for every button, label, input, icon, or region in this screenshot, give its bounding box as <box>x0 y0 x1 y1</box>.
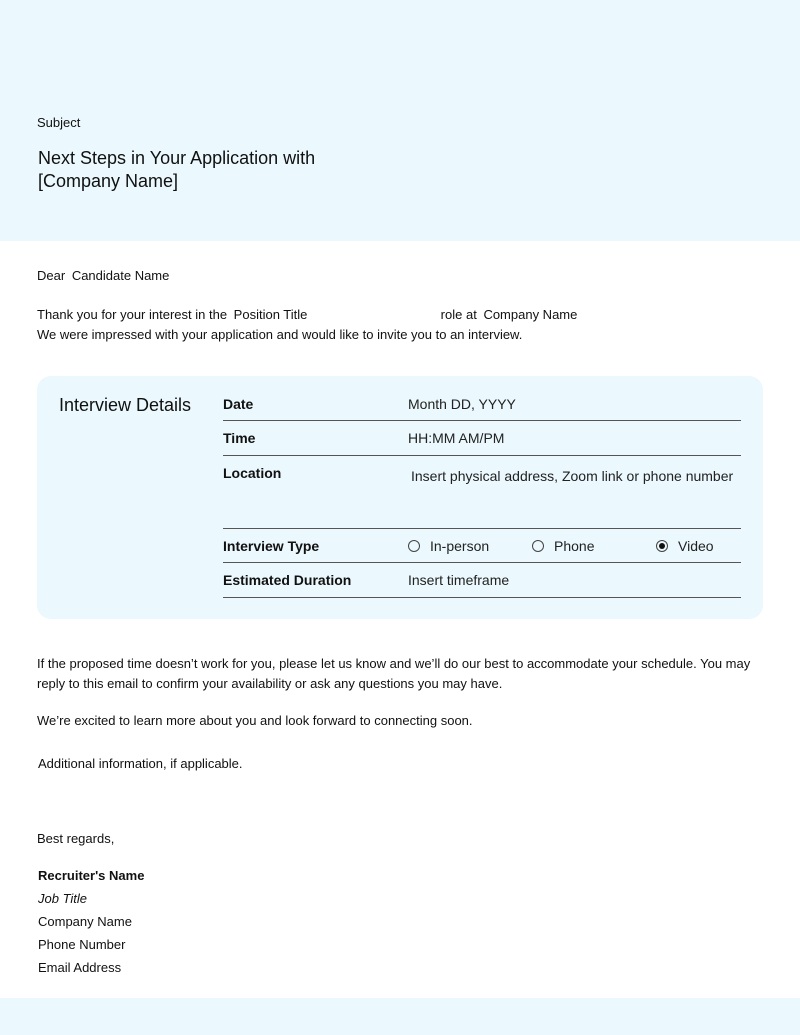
location-field[interactable]: Insert physical address, Zoom link or phone number <box>411 468 734 484</box>
divider <box>223 597 741 598</box>
recruiter-email[interactable]: Email Address <box>38 960 122 975</box>
radio-label: In-person <box>430 538 490 554</box>
intro-prefix: Thank you for your interest in the <box>37 307 228 322</box>
footer-band <box>0 998 800 1035</box>
subject-line-2: [Company Name] <box>38 171 179 191</box>
recruiter-job-title[interactable]: Job Title <box>38 891 88 906</box>
radio-checked-icon <box>656 540 668 552</box>
radio-unchecked-icon <box>532 540 544 552</box>
divider <box>223 528 741 529</box>
radio-label: Video <box>678 538 714 554</box>
interview-details-title: Interview Details <box>59 395 192 415</box>
intro-line-2: We were impressed with your application and would like to invite you to an interview. <box>37 327 523 342</box>
radio-unchecked-icon <box>408 540 420 552</box>
paragraph-reschedule <box>37 654 750 694</box>
subject-line-1: Next Steps in Your Application with <box>38 148 316 168</box>
radio-video[interactable] <box>656 538 714 554</box>
paragraph-line: reply to this email to confirm your availability or ask any questions you may have. <box>37 676 503 691</box>
date-field[interactable]: Month DD, YYYY <box>408 396 516 412</box>
role-at: role at <box>440 307 477 322</box>
duration-field[interactable]: Insert timeframe <box>408 572 510 588</box>
time-field[interactable]: HH:MM AM/PM <box>408 430 505 446</box>
radio-phone[interactable] <box>532 538 594 554</box>
company-name-field[interactable]: Company Name <box>483 307 578 322</box>
subject-label: Subject <box>37 115 81 130</box>
greeting: Dear <box>37 268 66 283</box>
divider <box>223 455 741 456</box>
recruiter-company[interactable]: Company Name <box>38 914 132 929</box>
divider <box>223 562 741 563</box>
recruiter-phone[interactable]: Phone Number <box>38 937 126 952</box>
position-title-field[interactable]: Position Title <box>233 307 308 322</box>
radio-label: Phone <box>554 538 595 554</box>
divider <box>223 420 741 421</box>
closing: Best regards, <box>37 831 115 846</box>
subject-field[interactable] <box>38 147 315 193</box>
time-label: Time <box>223 430 256 446</box>
paragraph-line: If the proposed time doesn’t work for you, please let us know and we’ll do our best to accommodate your schedule. You may <box>37 656 751 671</box>
paragraph-excited: We’re excited to learn more about you and look forward to connecting soon. <box>37 713 473 728</box>
header-band <box>0 0 800 241</box>
candidate-name-field[interactable]: Candidate Name <box>71 268 170 283</box>
duration-label: Estimated Duration <box>223 572 352 588</box>
location-label: Location <box>223 465 282 481</box>
recruiter-name[interactable]: Recruiter's Name <box>38 868 145 883</box>
date-label: Date <box>223 396 254 412</box>
interview-type-label: Interview Type <box>223 538 320 554</box>
additional-info-field[interactable]: Additional information, if applicable. <box>38 756 243 771</box>
radio-in-person[interactable] <box>408 538 489 554</box>
